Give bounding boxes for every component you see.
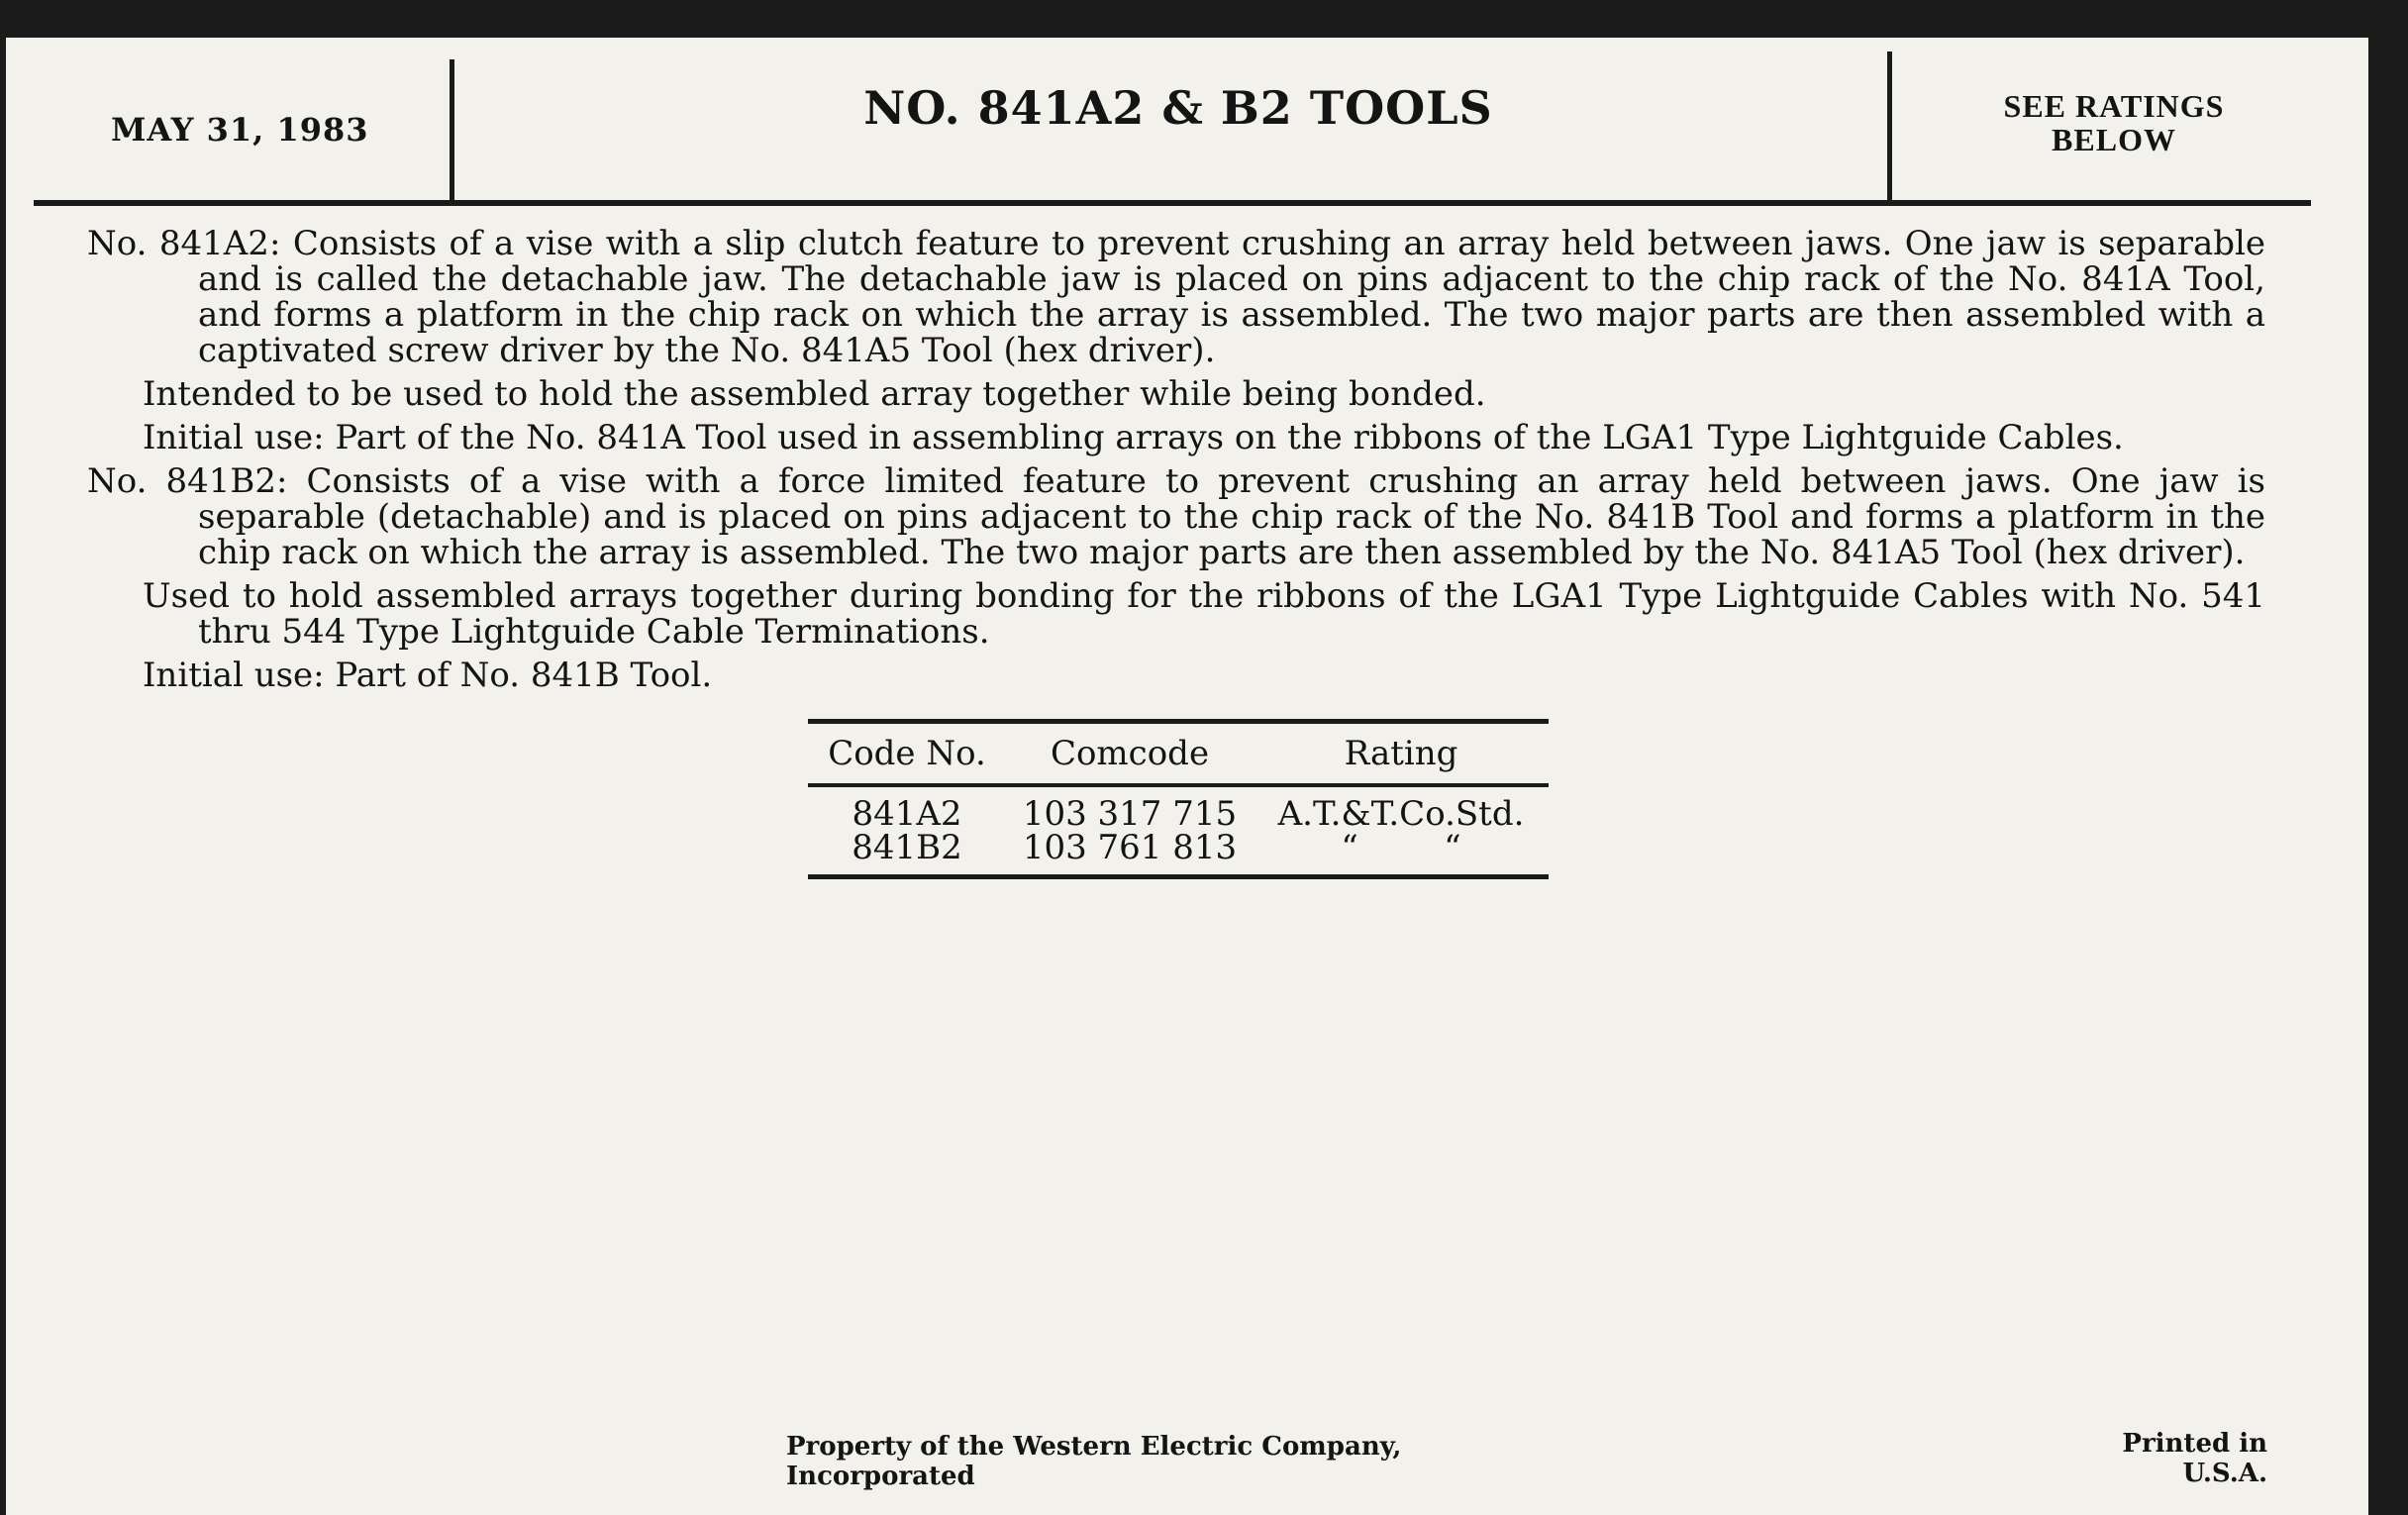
header-divider-right	[1887, 51, 1892, 200]
paragraph-841b2: No. 841B2: Consists of a vise with a force limited feature to prevent crushing an array held between jaws. One jaw is separable (detachable) and is placed on pins adjacent to the chip rack of the No. 841B Tool and forms a platform in the chip rack on which the array is assembled. The two major parts are then assembled by the No. 841A5 Tool (hex driver).	[87, 461, 2265, 572]
header-rule	[34, 200, 2311, 206]
paragraph-841a2-purpose: Intended to be used to hold the assembled array together while being bonded.	[143, 374, 1486, 414]
table-row	[808, 794, 1549, 834]
table-cell-rating: “ “	[1341, 828, 1461, 867]
table-cell-comcode: 103 317 715	[1022, 794, 1238, 834]
table-header-rating: Rating	[1344, 734, 1458, 773]
table-body	[808, 787, 1549, 874]
table-cell-comcode: 103 761 813	[1022, 828, 1238, 867]
header-date: MAY 31, 1983	[111, 111, 369, 149]
footer-property: Property of the Western Electric Company, Incorporated	[786, 1432, 1402, 1491]
table-header-comcode: Comcode	[1050, 734, 1210, 773]
table-cell-rating: A.T.&T.Co.Std.	[1277, 794, 1525, 834]
table-header-code: Code No.	[828, 734, 986, 773]
paragraph-841b2-purpose: Used to hold assembled arrays together during bonding for the ribbons of the LGA1 Type Lightguide Cables with No. 541 thru 544 Type Lightguide Cable Terminations.	[143, 576, 2265, 652]
paragraph-841b2-initial-use: Initial use: Part of No. 841B Tool.	[143, 656, 713, 695]
table-cell-code: 841B2	[852, 828, 962, 867]
header-ratings-line2: BELOW	[2052, 122, 2176, 157]
table-header-row	[808, 724, 1549, 787]
header-ratings-note	[1911, 89, 2317, 156]
footer-printed: Printed in U.S.A.	[2122, 1429, 2267, 1488]
table-cell-code: 841A2	[852, 794, 962, 834]
scan-edge	[2368, 0, 2408, 1515]
ratings-table	[808, 719, 1549, 879]
paragraph-841a2-initial-use: Initial use: Part of the No. 841A Tool used in assembling arrays on the ribbons of the LGA1 Type Lightguide Cables.	[143, 418, 2124, 457]
header-ratings-line1: SEE RATINGS	[2003, 88, 2225, 124]
header-title: NO. 841A2 & B2 TOOLS	[863, 81, 1493, 135]
paragraph-841a2: No. 841A2: Consists of a vise with a slip clutch feature to prevent crushing an array held between jaws. One jaw is separable and is called the detachable jaw. The detachable jaw is placed on pins adjacent to the chip rack of the No. 841A Tool, and forms a platform in the chip rack on which the array is assembled. The two major parts are then assembled with a captivated screw driver by the No. 841A5 Tool (hex driver).	[87, 224, 2265, 370]
table-row	[808, 828, 1549, 867]
header-divider-left	[450, 59, 454, 206]
body-text	[87, 226, 2265, 701]
